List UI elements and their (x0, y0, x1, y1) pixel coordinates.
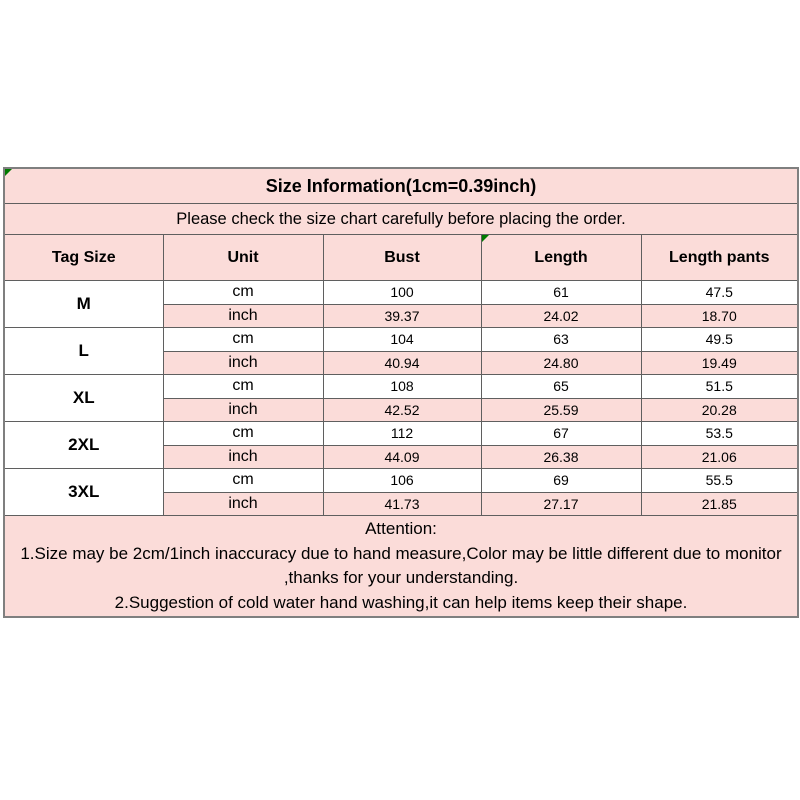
unit-cell: cm (163, 422, 323, 446)
table-row-2xl-cm (4, 422, 798, 446)
bust-value: 100 (323, 281, 481, 305)
tag-size-cell: 2XL (4, 422, 163, 469)
length-pants-value: 51.5 (641, 375, 798, 399)
table-title: Size Information(1cm=0.39inch) (265, 175, 537, 196)
table-subtitle-cell (4, 204, 798, 235)
unit-cell: cm (163, 469, 323, 493)
table-title-cell (4, 168, 798, 204)
attention-line: ,thanks for your understanding. (283, 568, 519, 587)
table-row-l-cm (4, 328, 798, 352)
length-value: 69 (481, 469, 641, 493)
subtitle-row (4, 204, 798, 235)
table-subtitle: Please check the size chart carefully before placing the order. (176, 209, 626, 228)
bust-value: 112 (323, 422, 481, 446)
table-row-3xl-cm (4, 469, 798, 493)
bust-value: 44.09 (323, 445, 481, 469)
unit-cell: inch (163, 492, 323, 516)
bust-value: 42.52 (323, 398, 481, 422)
length-pants-value: 21.85 (641, 492, 798, 516)
length-pants-value: 21.06 (641, 445, 798, 469)
unit-cell: cm (163, 281, 323, 305)
cell-corner-marker-icon (5, 169, 12, 176)
unit-cell: cm (163, 328, 323, 352)
length-pants-value: 53.5 (641, 422, 798, 446)
length-pants-value: 47.5 (641, 281, 798, 305)
bust-value: 40.94 (323, 351, 481, 375)
length-pants-value: 19.49 (641, 351, 798, 375)
attention-section (4, 516, 798, 618)
unit-cell: inch (163, 351, 323, 375)
title-row (4, 168, 798, 204)
length-value: 65 (481, 375, 641, 399)
column-header-length-pants: Length pants (641, 235, 798, 281)
column-header-unit: Unit (163, 235, 323, 281)
length-value: 27.17 (481, 492, 641, 516)
length-value: 61 (481, 281, 641, 305)
attention-line: 2.Suggestion of cold water hand washing,it can help items keep their shape. (114, 592, 688, 612)
bust-value: 106 (323, 469, 481, 493)
size-information-table (3, 167, 799, 618)
unit-cell: cm (163, 375, 323, 399)
unit-cell: inch (163, 398, 323, 422)
unit-cell: inch (163, 304, 323, 328)
length-value: 24.80 (481, 351, 641, 375)
column-header-tag-size: Tag Size (4, 235, 163, 281)
length-value: 25.59 (481, 398, 641, 422)
length-pants-value: 18.70 (641, 304, 798, 328)
tag-size-cell: XL (4, 375, 163, 422)
attention-line: 1.Size may be 2cm/1inch inaccuracy due to hand measure,Color may be little different due to monitor (20, 543, 782, 563)
unit-cell: inch (163, 445, 323, 469)
length-value: 67 (481, 422, 641, 446)
length-value: 26.38 (481, 445, 641, 469)
bust-value: 104 (323, 328, 481, 352)
bust-value: 39.37 (323, 304, 481, 328)
length-value: 24.02 (481, 304, 641, 328)
attention-heading: Attention: (365, 519, 437, 538)
column-header-bust: Bust (323, 235, 481, 281)
tag-size-cell: L (4, 328, 163, 375)
length-pants-value: 49.5 (641, 328, 798, 352)
bust-value: 41.73 (323, 492, 481, 516)
column-header-length: Length (481, 235, 641, 281)
table-row-xl-cm (4, 375, 798, 399)
column-header-row (4, 235, 798, 281)
tag-size-cell: M (4, 281, 163, 328)
cell-corner-marker-icon (482, 235, 489, 242)
bust-value: 108 (323, 375, 481, 399)
attention-row (4, 516, 798, 618)
length-pants-value: 20.28 (641, 398, 798, 422)
table-row-m-cm (4, 281, 798, 305)
tag-size-cell: 3XL (4, 469, 163, 516)
length-value: 63 (481, 328, 641, 352)
length-pants-value: 55.5 (641, 469, 798, 493)
